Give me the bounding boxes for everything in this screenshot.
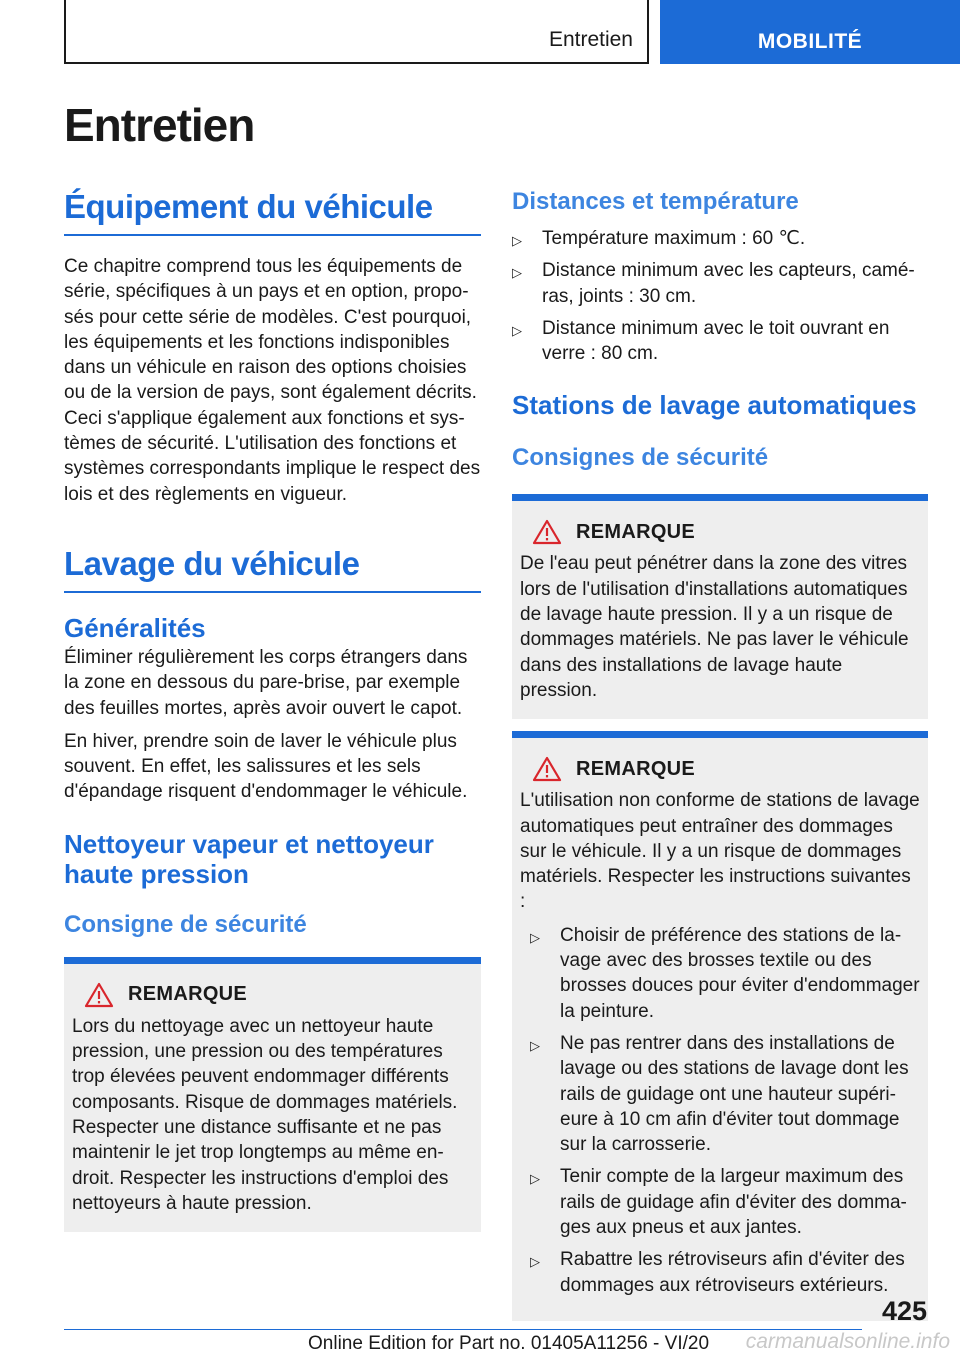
warning-title: REMARQUE (128, 983, 248, 1006)
triangle-right-icon: ▷ (512, 322, 522, 338)
list-item (512, 226, 928, 251)
list-item-text: Choisir de préférence des stations de lavage avec des brosses textile ou des brosses douces pour éviter d'endommager la peinture. (560, 924, 920, 1022)
triangle-right-icon: ▷ (530, 929, 540, 945)
warning-instructions-list (520, 923, 920, 1298)
warning-text: De l'eau peut pénétrer dans la zone des vitres lors de l'utilisation d'installations automatiques de lavage haute pression. Il y a un risque de dommages matériels. Ne pas laver le véhicule dans des installations de lavage haute pression. (520, 553, 909, 701)
list-item (512, 316, 928, 367)
list-item (530, 1164, 920, 1240)
heading-consignes: Consignes de sécurité (512, 444, 769, 472)
paragraph-generalites-1: Éliminer régulièrement les corps étrangers dans la zone en dessous du pare-brise, par exemple des feuilles mortes, après avoir ouvert le capot. (64, 646, 468, 719)
heading-stations: Stations de lavage automatiques (512, 390, 917, 421)
heading-nettoyeur: Nettoyeur vapeur et nettoyeur haute pression (64, 828, 434, 889)
warning-triangle-icon (84, 982, 114, 1008)
list-item (530, 1247, 920, 1298)
list-item (530, 923, 920, 1024)
warning-box-stations-2 (512, 731, 928, 1321)
list-item (530, 1031, 920, 1157)
right-column (512, 188, 928, 1321)
header-section-tab (64, 0, 649, 64)
distance-list (512, 226, 928, 366)
warning-header (520, 756, 920, 782)
left-column (64, 188, 481, 1232)
warning-text: Lors du nettoyage avec un nettoyeur haute pression, une pression ou des températures trop élevées peuvent endommager différents composants. Risque de dommages matériels. Respecter une distance suffisante et ne pas maintenir le jet trop longtemps au même endroit. Respecter les instructions d'emploi des nettoyeurs à haute pression. (72, 1015, 458, 1214)
list-item-text: Distance minimum avec le toit ouvrant en verre : 80 cm. (542, 317, 890, 365)
list-item-text: Ne pas rentrer dans des installations de lavage ou des stations de lavage dont les rails de guidage ont une hauteur supérieure à 10 cm afin d'éviter tout dommage sur la carrosserie. (560, 1032, 909, 1156)
warning-header (520, 519, 920, 545)
heading-equipement: Équipement du véhicule (64, 188, 481, 236)
warning-text: L'utilisation non conforme de stations de lavage automatiques peut entraîner des dommages sur le véhicule. Il y a un risque de dommages matériels. Respecter les instructions suivantes : (520, 790, 920, 913)
warning-triangle-icon (532, 519, 562, 545)
paragraph-equipement: Ce chapitre comprend tous les équipements de série, spécifiques à un pays et en option, proposés pour cette série de modèles. C'est pourquoi, les équipements et les fonctions indisponibles dans un véhicule en raison des options choisies ou de la version de pays, sont également décrits. Ceci s'applique également aux fonctions et systèmes de sécurité. L'utilisation des fonctions et systèmes correspondants implique le respect des lois et des règlements en vigueur. (64, 256, 481, 505)
footer-edition: Online Edition for Part no. 01405A11256 - VI/20 (308, 1333, 710, 1354)
heading-consigne: Consigne de sécurité (64, 910, 307, 938)
triangle-right-icon: ▷ (530, 1254, 540, 1270)
triangle-right-icon: ▷ (530, 1037, 540, 1053)
list-item-text: Distance minimum avec les capteurs, caméras, joints : 30 cm. (542, 260, 915, 307)
list-item-text: Température maximum : 60 ℃. (542, 228, 806, 249)
header-section-label: Entretien (548, 28, 633, 51)
warning-title: REMARQUE (576, 520, 696, 543)
watermark: carmanualsonline.info (745, 1330, 950, 1353)
list-item (512, 258, 928, 309)
heading-distances: Distances et température (512, 188, 799, 215)
triangle-right-icon: ▷ (512, 265, 522, 281)
list-item-text: Tenir compte de la largeur maximum des rails de guidage afin d'éviter des dommages aux pneus et aux jantes. (560, 1166, 907, 1239)
warning-box-nettoyeur (64, 957, 481, 1232)
warning-triangle-icon (532, 756, 562, 782)
warning-box-stations-1 (512, 494, 928, 719)
triangle-right-icon: ▷ (530, 1171, 540, 1187)
triangle-right-icon: ▷ (512, 233, 522, 248)
page-number: 425 (881, 1296, 927, 1326)
warning-header (72, 982, 473, 1008)
header-chapter-label: MOBILITÉ (757, 30, 863, 53)
heading-lavage: Lavage du véhicule (64, 545, 481, 593)
heading-generalites: Généralités (64, 612, 206, 643)
warning-title: REMARQUE (576, 757, 696, 780)
list-item-text: Rabattre les rétroviseurs afin d'éviter des dommages aux rétroviseurs extérieurs. (560, 1249, 905, 1296)
footer-divider (64, 1329, 862, 1330)
paragraph-generalites-2: En hiver, prendre soin de laver le véhicule plus souvent. En effet, les salissures et les sels d'épandage risquent d'endommager le véhicule. (64, 730, 468, 803)
page-title: Entretien (64, 99, 255, 151)
header-chapter-tab[interactable] (660, 0, 960, 64)
